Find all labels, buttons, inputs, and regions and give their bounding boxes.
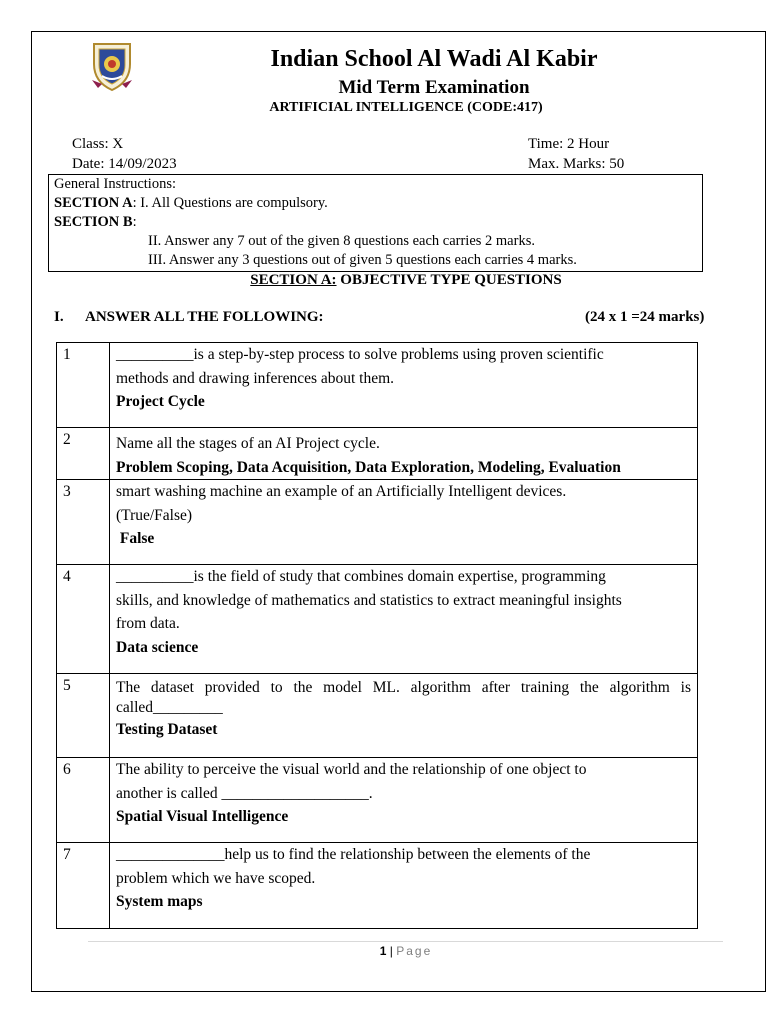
question-number: 6 [57,758,110,843]
section-a-text: : I. All Questions are compulsory. [132,195,328,211]
question-text-line: ______________help us to find the relationship between the elements of the [116,846,591,863]
date-label: Date: 14/09/2023 [72,156,177,172]
question-row [57,565,698,674]
page-number: 1 [379,944,387,958]
part-marks: (24 x 1 =24 marks) [585,309,705,325]
question-answer: Testing Dataset [116,721,218,738]
page-label: Page [396,944,433,958]
question-body [110,674,698,758]
question-text-line: smart washing machine an example of an Artificially Intelligent devices. [116,483,567,500]
question-body [110,565,698,674]
question-number: 4 [57,565,110,674]
time-label: Time: 2 Hour [528,136,610,152]
question-answer: False [116,530,155,547]
question-text-line: The ability to perceive the visual world and the relationship of one object to [116,761,587,778]
page-separator: | [386,944,397,958]
part-number: I. [54,309,64,325]
question-answer: System maps [116,893,203,910]
question-row [57,758,698,843]
section-a-label: SECTION A [54,195,133,211]
question-row [57,480,698,565]
school-name: Indian School Al Wadi Al Kabir [270,46,598,72]
question-text-line: problem which we have scoped. [116,869,316,887]
question-body [110,428,698,480]
instruction-line-iii: III. Answer any 3 questions out of given 5 questions each carries 4 marks. [148,252,577,268]
section-a-heading-label: SECTION A: [250,272,337,288]
question-body [110,343,698,428]
question-text-line: from data. [116,615,180,632]
section-b-instruction [49,213,702,232]
question-answer: Problem Scoping, Data Acquisition, Data Exploration, Modeling, Evaluation [116,458,621,476]
question-text-line: another is called ___________________. [116,784,373,802]
max-marks-label: Max. Marks: 50 [528,156,625,172]
exam-name: Mid Term Examination [338,77,530,98]
question-text-line: __________is the field of study that combines domain expertise, programming [116,568,606,585]
subject-title: ARTIFICIAL INTELLIGENCE (CODE:417) [269,100,543,115]
part-instruction: ANSWER ALL THE FOLLOWING: [85,309,324,325]
class-label: Class: X [72,136,124,152]
footer-divider [88,941,723,942]
instructions-title: General Instructions: [54,176,177,192]
question-row [57,674,698,758]
general-instructions-box [48,174,703,272]
question-answer: Data science [116,638,199,656]
question-text-line: The dataset provided to the model ML. algorithm after training the algorithm is [116,679,691,696]
section-a-instruction [49,194,702,213]
question-number: 1 [57,343,110,428]
question-text-line: skills, and knowledge of mathematics and statistics to extract meaningful insights [116,591,622,609]
questions-table [56,342,698,929]
section-b-label: SECTION B [54,214,133,230]
question-row [57,428,698,480]
question-text-line: (True/False) [116,506,193,524]
question-body [110,480,698,565]
question-number: 7 [57,843,110,929]
section-a-heading [0,272,768,289]
question-row [57,843,698,929]
question-body [110,843,698,929]
section-b-colon: : [132,214,137,230]
question-body [110,758,698,843]
question-text-line: called_________ [116,699,223,716]
section-a-heading-title: OBJECTIVE TYPE QUESTIONS [336,272,562,288]
question-text-line: Name all the stages of an AI Project cycle. [116,435,380,452]
question-answer: Spatial Visual Intelligence [116,808,289,825]
page-footer [0,944,768,958]
question-number: 2 [57,428,110,480]
question-number: 3 [57,480,110,565]
question-text-line: __________is a step-by-step process to solve problems using proven scientific [116,346,604,363]
question-answer: Project Cycle [116,393,205,410]
question-number: 5 [57,674,110,758]
instruction-line-ii: II. Answer any 7 out of the given 8 questions each carries 2 marks. [148,233,535,249]
question-text-line: methods and drawing inferences about them. [116,369,395,387]
question-row [57,343,698,428]
